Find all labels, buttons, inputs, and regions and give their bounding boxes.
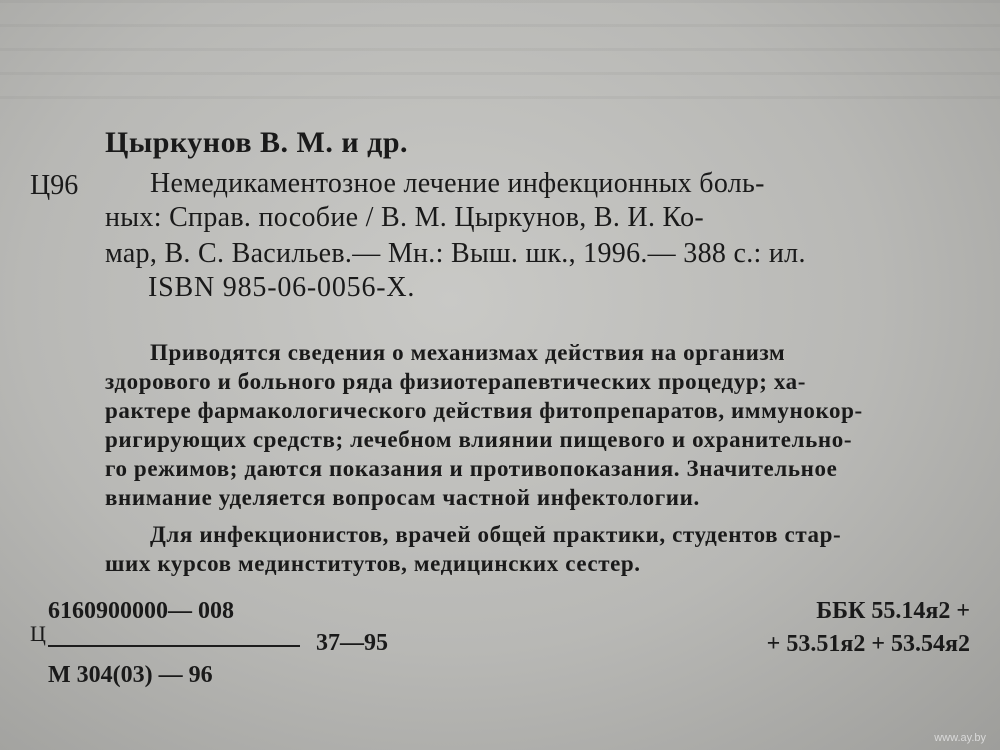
audience-line: ших курсов мединститутов, медицинских сестер. — [105, 551, 641, 576]
annotation-line: рактере фармакологического действия фитопрепаратов, иммунокор- — [105, 398, 863, 423]
annotation-line: ригирующих средств; лечебном влиянии пищевого и охранительно- — [105, 427, 853, 452]
bbk-line: ББК 55.14я2 + — [816, 598, 970, 624]
watermark: www.ay.by — [934, 732, 986, 744]
annotation-line: го режимов; даются показания и противопоказания. Значительное — [105, 456, 838, 481]
imprint-letter: Ц — [30, 621, 46, 646]
author-heading: Цыркунов В. М. и др. — [105, 126, 409, 159]
annotation-line: внимание уделяется вопросам частной инфектологии. — [105, 485, 700, 510]
bibliographic-line: Немедикаментозное лечение инфекционных боль- — [150, 168, 765, 199]
imprint-fraction-rule — [48, 645, 300, 647]
annotation-line: Приводятся сведения о механизмах действия на организм — [150, 340, 786, 365]
imprint-denominator: М 304(03) — 96 — [48, 662, 213, 688]
show-through-text — [0, 0, 1000, 110]
bibliographic-line: мар, В. С. Васильев.— Мн.: Выш. шк., 1996.— 388 с.: ил. — [105, 238, 806, 269]
isbn: ISBN 985-06-0056-X. — [148, 272, 416, 303]
imprint-numerator: 6160900000— 008 — [48, 598, 234, 624]
bibliographic-line: ных: Справ. пособие / В. М. Цыркунов, В. И. Ко- — [105, 202, 705, 233]
bbk-line: + 53.51я2 + 53.54я2 — [766, 631, 970, 657]
classification-code: Ц96 — [30, 170, 79, 201]
audience-line: Для инфекционистов, врачей общей практики, студентов стар- — [150, 522, 842, 547]
imprint-order: 37—95 — [316, 630, 388, 656]
annotation-line: здорового и больного ряда физиотерапевтических процедур; ха- — [105, 369, 807, 394]
